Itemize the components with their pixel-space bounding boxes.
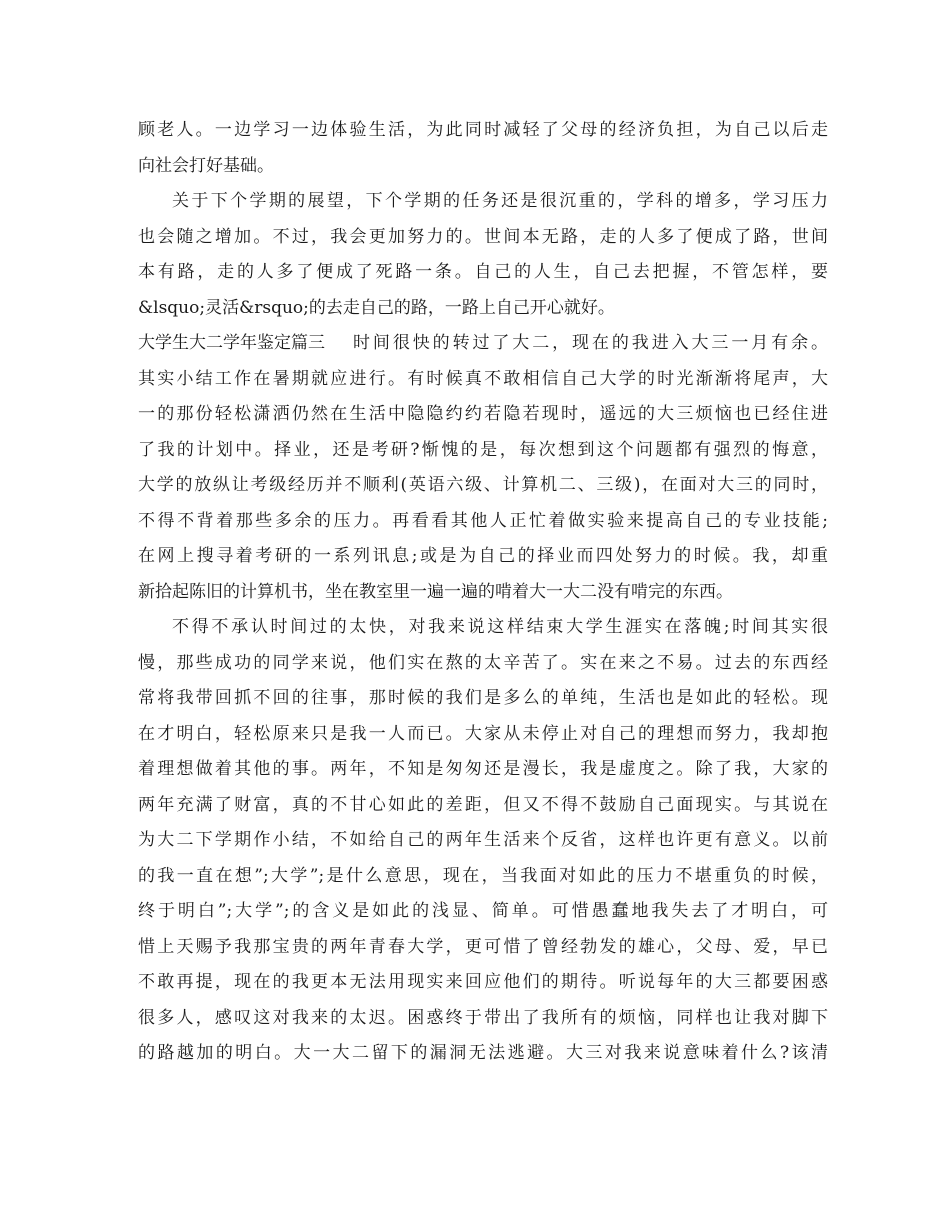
text-line: 不得不承认时间过的太快，对我来说这样结束大学生涯实在落魄;时间其实很 — [172, 617, 828, 637]
text-line: 两年充满了财富，真的不甘心如此的差距，但又不得不鼓励自己面现实。与其说在 — [138, 794, 828, 815]
text-line: 的路越加的明白。大一大二留下的漏洞无法逃避。大三对我来说意味着什么?该清 — [138, 1043, 828, 1063]
text-line: 其实小结工作在暑期就应进行。有时候真不敢相信自己大学的时光渐渐将尾声，大 — [138, 368, 828, 389]
document-body — [138, 113, 828, 1072]
text-line: 一的那份轻松潇洒仍然在生活中隐隐约约若隐若现时，遥远的大三烦恼也已经住进 — [138, 404, 828, 424]
text-line: 为大二下学期作小结，不如给自己的两年生活来个反省，这样也许更有意义。以前 — [138, 830, 828, 850]
text-line: 不得不背着那些多余的压力。再看看其他人正忙着做实验来提高自己的专业技能; — [138, 510, 828, 531]
text-line: 大学的放纵让考级经历并不顺利(英语六级、计算机二、三级)，在面对大三的同时， — [138, 475, 828, 495]
text-line: 常将我带回抓不回的往事，那时候的我们是多么的单纯，生活也是如此的轻松。现 — [138, 688, 828, 708]
text-line: 在才明白，轻松原来只是我一人而已。大家从未停止对自己的理想而努力，我却抱 — [138, 723, 828, 744]
text-line: 很多人，感叹这对我来的太迟。困惑终于带出了我所有的烦恼，同样也让我对脚下 — [138, 1007, 828, 1028]
text-line: 惜上天赐予我那宝贵的两年青春大学，更可惜了曾经勃发的雄心，父母、爱，早已 — [138, 936, 828, 957]
text-line: 新拾起陈旧的计算机书，坐在教室里一遍一遍的啃着大一大二没有啃完的东西。 — [138, 581, 733, 602]
text-line: 本有路，走的人多了便成了死路一条。自己的人生，自己去把握，不管怎样，要 — [138, 262, 828, 282]
text-line: 着理想做着其他的事。两年，不知是匆匆还是漫长，我是虚度之。除了我，大家的 — [138, 759, 828, 779]
text-line: 了我的计划中。择业，还是考研?惭愧的是，每次想到这个问题都有强烈的悔意， — [138, 439, 828, 460]
section-heading: 大学生大二学年鉴定篇三 — [138, 333, 325, 353]
paragraph-reflection — [138, 610, 828, 1072]
text-line: 终于明白”;大学”;的含义是如此的浅显、简单。可惜愚蠢地我失去了才明白，可 — [138, 901, 828, 921]
paragraph-outlook — [138, 184, 828, 326]
text-line: 的我一直在想”;大学”;是什么意思，现在，当我面对如此的压力不堪重负的时候， — [138, 865, 828, 886]
text-line: 时间很快的转过了大二，现在的我进入大三一月有余。 — [353, 333, 828, 353]
text-line: 向社会打好基础。 — [138, 155, 274, 176]
section-heading-line — [138, 326, 828, 362]
section-three — [138, 326, 828, 610]
text-line: 也会随之增加。不过，我会更加努力的。世间本无路，走的人多了便成了路，世间 — [138, 226, 828, 247]
paragraph-continuation — [138, 113, 828, 184]
text-line: 不敢再提，现在的我更本无法用现实来回应他们的期待。听说每年的大三都要困惑 — [138, 972, 828, 992]
text-line: 顾老人。一边学习一边体验生活，为此同时减轻了父母的经济负担，为自己以后走 — [138, 120, 828, 140]
text-line: 慢，那些成功的同学来说，他们实在熬的太辛苦了。实在来之不易。过去的东西经 — [138, 652, 828, 673]
text-line: &lsquo;灵活&rsquo;的去走自己的路，一路上自己开心就好。 — [138, 297, 615, 318]
text-line: 关于下个学期的展望，下个学期的任务还是很沉重的，学科的增多，学习压力 — [172, 191, 828, 211]
text-line: 在网上搜寻着考研的一系列讯息;或是为自己的择业而四处努力的时候。我，却重 — [138, 546, 828, 566]
